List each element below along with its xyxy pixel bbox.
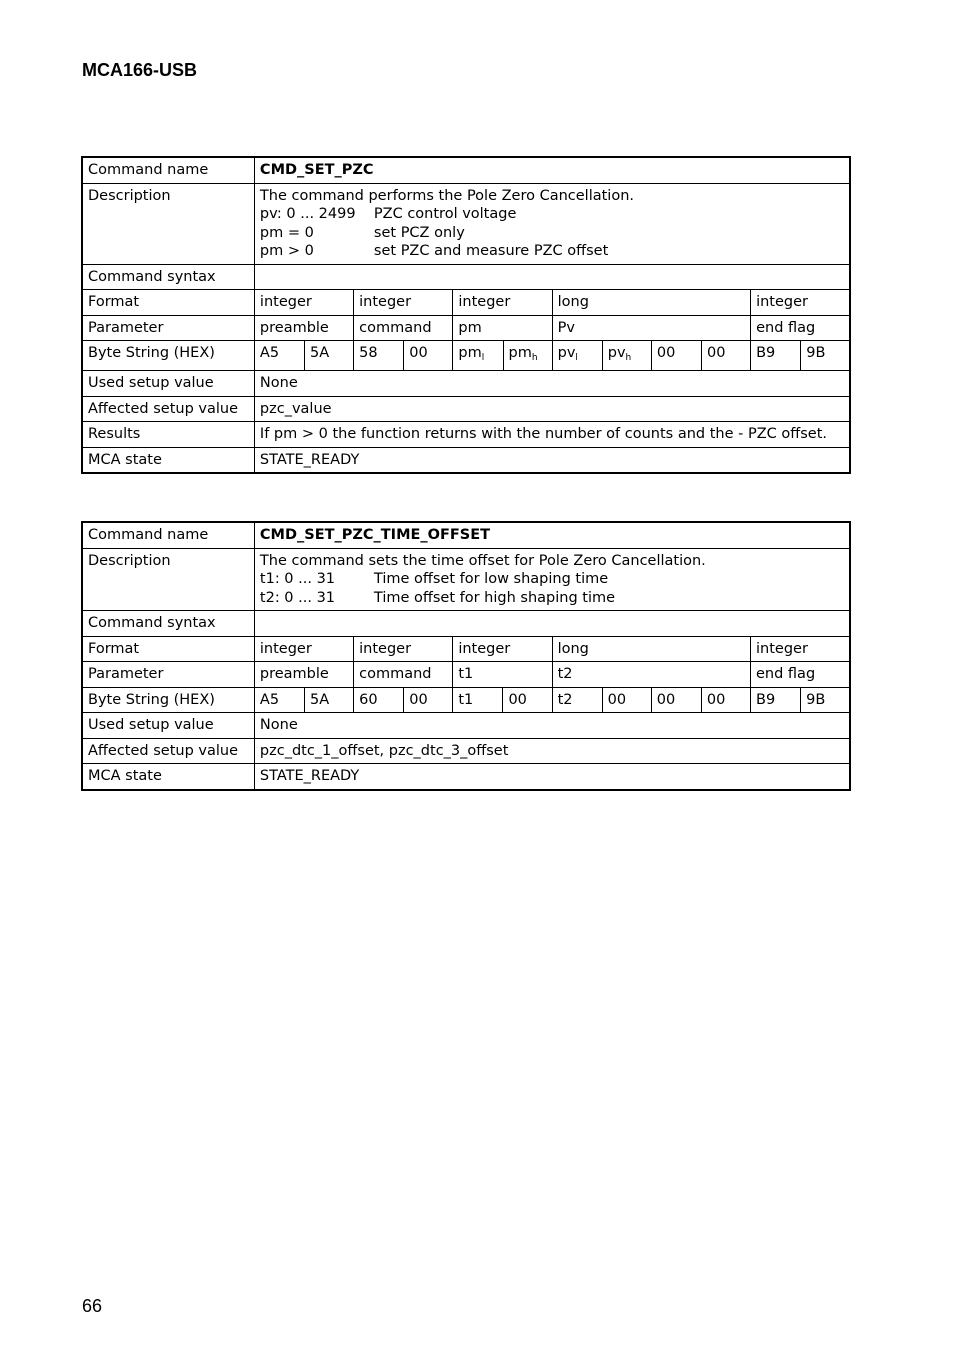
description-text: Time offset for low shaping time [373,571,609,587]
row-used-setup [82,371,850,397]
command-syntax-value [254,611,850,637]
byte-cell: 00 [602,687,651,713]
description-line [260,205,844,224]
row-byte-string [82,341,850,371]
byte-text: 5A [310,345,330,361]
description-line [260,224,844,243]
byte-cell: 00 [701,687,750,713]
format-cell: integer [354,290,453,316]
byte-cell [751,341,801,371]
label-description: Description [82,548,254,611]
row-parameter [82,662,850,688]
byte-text: A5 [259,345,280,361]
description-intro: The command sets the time offset for Pole Zero Cancellation. [259,552,706,569]
results-value: If pm > 0 the function returns with the number of counts and the - PZC offset. [254,422,850,448]
label-parameter: Parameter [82,315,254,341]
label-results: Results [82,422,254,448]
byte-cell [453,341,503,371]
byte-cell: t1 [453,687,503,713]
row-used-setup [82,713,850,739]
description-key: pm > 0 [259,243,314,259]
description-text: set PZC and measure PZC offset [373,243,609,259]
byte-cell [305,341,354,371]
label-affected-setup: Affected setup value [82,396,254,422]
format-cell: long [552,290,750,316]
used-setup-value: None [254,713,850,739]
byte-text: 58 [359,345,378,361]
row-command-syntax [82,611,850,637]
description-text: set PCZ only [373,224,465,241]
byte-cell [801,341,850,371]
affected-setup-value: pzc_value [254,396,850,422]
byte-cell: t2 [552,687,602,713]
byte-cell: 9B [801,687,850,713]
byte-text: pv [607,345,626,361]
byte-text: 00 [656,345,676,361]
parameter-cell: command [354,315,453,341]
label-command-syntax: Command syntax [82,611,254,637]
byte-subscript: l [481,353,485,363]
label-byte-string: Byte String (HEX) [82,687,254,713]
used-setup-value: None [254,371,850,397]
row-command-syntax [82,264,850,290]
command-table-set-pzc-time-offset [81,521,851,791]
byte-cell: 5A [305,687,354,713]
description-text: PZC control voltage [373,206,517,222]
row-format [82,290,850,316]
byte-text: B9 [756,345,776,361]
row-mca-state [82,447,850,473]
label-mca-state: MCA state [82,764,254,790]
description-line [260,570,844,589]
byte-subscript: h [625,353,632,363]
byte-text: 00 [409,345,428,361]
label-used-setup: Used setup value [82,371,254,397]
row-byte-string [82,687,850,713]
row-parameter [82,315,850,341]
row-affected-setup [82,396,850,422]
byte-text: 9B [806,345,826,361]
row-affected-setup [82,738,850,764]
row-format [82,636,850,662]
format-cell: integer [751,290,850,316]
parameter-cell: Pv [552,315,750,341]
description-key: t2: 0 ... 31 [259,589,336,606]
row-description [82,548,850,611]
label-affected-setup: Affected setup value [82,738,254,764]
label-parameter: Parameter [82,662,254,688]
parameter-cell: end flag [751,662,851,688]
byte-subscript: h [531,353,538,363]
byte-cell [254,341,304,371]
description-value [254,183,850,264]
description-value [254,548,850,611]
parameter-cell: t2 [552,662,750,688]
page-number: 66 [82,1296,103,1316]
row-results [82,422,850,448]
byte-text: pv [557,345,576,361]
format-cell: integer [453,290,552,316]
byte-cell: 00 [404,687,453,713]
mca-state-value: STATE_READY [254,764,850,790]
parameter-cell: end flag [751,315,850,341]
byte-cell: 00 [651,687,701,713]
byte-cell [404,341,453,371]
mca-state-value: STATE_READY [254,447,850,473]
row-command-name [82,157,850,183]
description-text: Time offset for high shaping time [373,589,616,606]
row-mca-state [82,764,850,790]
byte-text: pm [458,345,482,361]
byte-cell: A5 [254,687,304,713]
parameter-cell: pm [453,315,552,341]
byte-text: 00 [706,345,726,361]
affected-setup-value: pzc_dtc_1_offset, pzc_dtc_3_offset [254,738,850,764]
format-cell: integer [354,636,453,662]
description-line [260,589,844,608]
format-cell: integer [254,636,353,662]
label-byte-string: Byte String (HEX) [82,341,254,371]
byte-cell [701,341,750,371]
byte-cell: 00 [503,687,552,713]
command-table-set-pzc [81,156,851,474]
parameter-cell: preamble [254,315,353,341]
description-intro: The command performs the Pole Zero Cancellation. [259,187,634,204]
byte-cell: 60 [354,687,404,713]
byte-text: pm [508,345,532,361]
label-format: Format [82,290,254,316]
label-command-name: Command name [82,522,254,548]
label-mca-state: MCA state [82,447,254,473]
byte-cell: B9 [751,687,801,713]
parameter-cell: t1 [453,662,552,688]
byte-cell [651,341,701,371]
byte-cell [354,341,404,371]
document-header: MCA166-USB [82,60,198,80]
label-command-name: Command name [82,157,254,183]
byte-cell [503,341,552,371]
byte-subscript: l [575,353,578,363]
label-command-syntax: Command syntax [82,264,254,290]
label-description: Description [82,183,254,264]
description-line [260,242,844,261]
row-description [82,183,850,264]
parameter-cell: preamble [254,662,353,688]
format-cell: integer [453,636,552,662]
row-command-name [82,522,850,548]
description-key: t1: 0 ... 31 [259,571,336,587]
byte-cell [602,341,651,371]
format-cell: integer [751,636,851,662]
description-key: pv: 0 ... 2499 [259,206,356,222]
label-used-setup: Used setup value [82,713,254,739]
parameter-cell: command [354,662,453,688]
description-key: pm = 0 [259,224,314,241]
format-cell: long [552,636,750,662]
command-name-value: CMD_SET_PZC [254,157,850,183]
command-syntax-value [254,264,850,290]
label-format: Format [82,636,254,662]
command-name-value: CMD_SET_PZC_TIME_OFFSET [254,522,850,548]
format-cell: integer [254,290,353,316]
byte-cell [552,341,602,371]
